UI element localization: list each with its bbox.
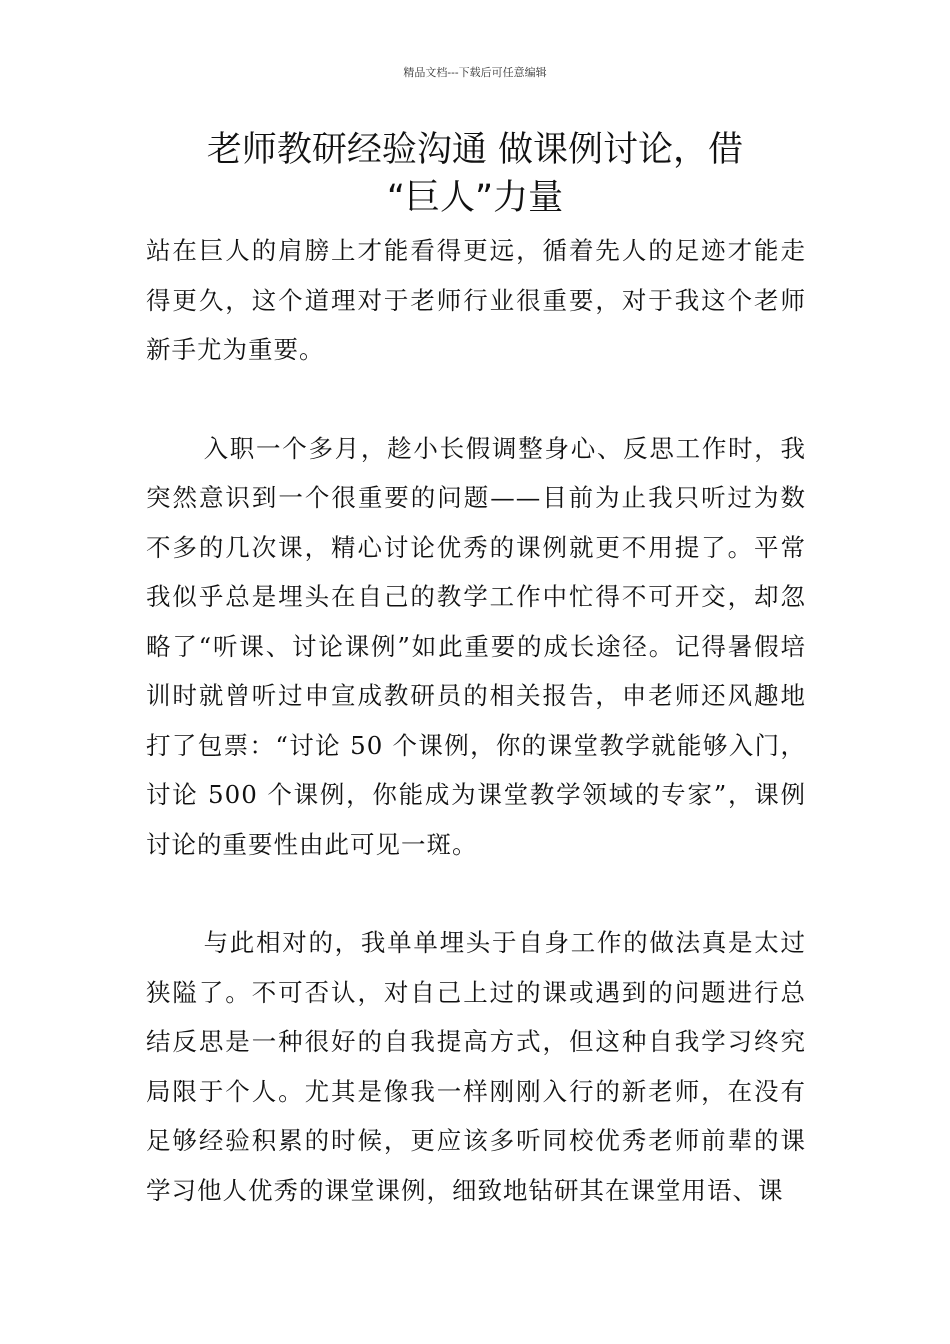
title-line-2: “巨人”力量 bbox=[386, 178, 564, 218]
paragraph-1: 站在巨人的肩膀上才能看得更远，循着先人的足迹才能走得更久，这个道理对于老师行业很重要，对于我这个老师新手尤为重要。 bbox=[146, 236, 806, 364]
document-body bbox=[146, 226, 806, 1215]
title-line-1: 老师教研经验沟通 做课例讨论，借 bbox=[206, 130, 744, 170]
paragraph-3: 与此相对的，我单单埋头于自身工作的做法真是太过狭隘了。不可否认，对自己上过的课或遇到的问题进行总结反思是一种很好的自我提高方式，但这种自我学习终究局限于个人。尤其是像我一样刚刚入行的新老师，在没有足够经验积累的时候，更应该多听同校优秀老师前辈的课学习他人优秀的课堂课例，细致地钻研其在课堂用语、课 bbox=[146, 928, 806, 1205]
paragraph-2: 入职一个多月，趁小长假调整身心、反思工作时，我突然意识到一个很重要的问题——目前为止我只听过为数不多的几次课，精心讨论优秀的课例就更不用提了。平常我似乎总是埋头在自己的教学工作中忙得不可开交，却忽略了“听课、讨论课例”如此重要的成长途径。记得暑假培训时就曾听过申宣成教研员的相关报告，申老师还风趣地打了包票：“讨论 50 个课例，你的课堂教学就能够入门，讨论 500 个课例，你能成为课堂教学领域的专家”，课例讨论的重要性由此可见一斑。 bbox=[146, 433, 806, 859]
paragraph-spacer bbox=[146, 869, 806, 918]
header-note: 精品文档---下载后可任意编辑 bbox=[403, 66, 547, 79]
paragraph-spacer bbox=[146, 375, 806, 424]
document-title bbox=[146, 126, 804, 222]
